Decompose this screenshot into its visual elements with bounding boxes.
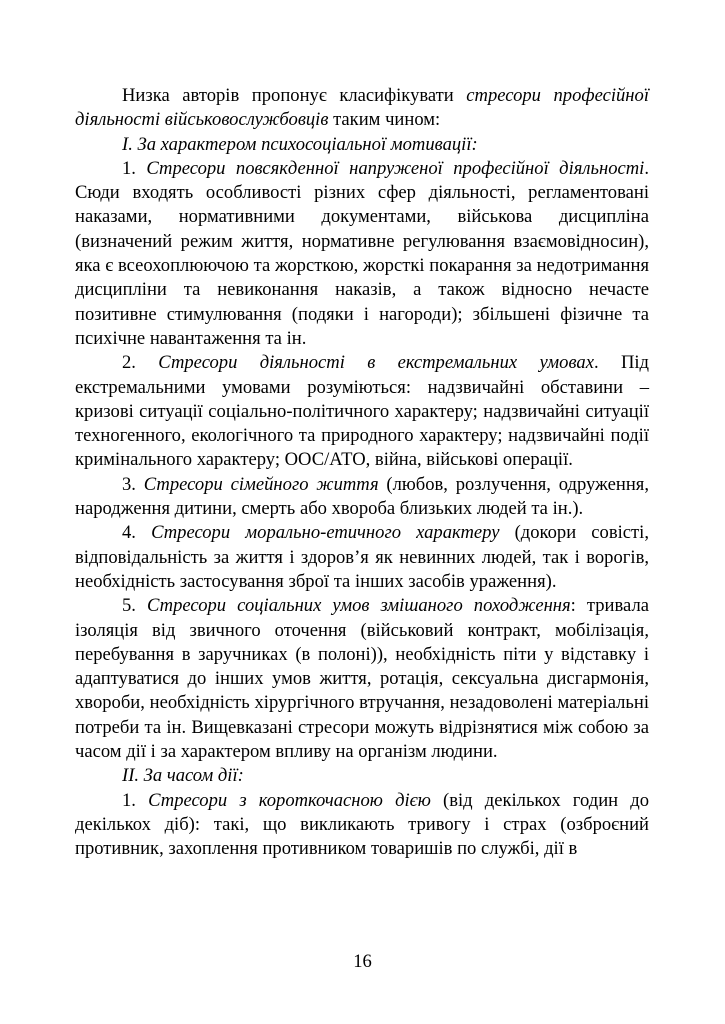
list-item-4: 4. Стресори морально-етичного характеру (докори совісті, відповідальність за життя і здоров’я як невинних людей, так і ворогів, необхідність застосування зброї та інших засобів ураження). [75,522,649,592]
list-item-2: 2. Стресори діяльності в екстремальних умовах. Під екстремальними умовами розуміються: надзвичайні обставини – кризові ситуації соціально-політичного характеру; надзвичайні ситуації техногенного, екологічного та природного характеру; надзвичайні події кримінального характеру; ООС/АТО, війна, військові операції. [75,352,650,471]
section-heading-2: II. За часом дії: [122,765,244,787]
section-heading-1: I. За характером психосоціальної мотивації: [122,133,478,155]
list-item-6: 1. Стресори з короткочасною дією (від декількох годин до декількох діб): такі, що викликають тривогу і страх (озброєний противник, захоплення противником товаришів по службі, дії в [75,789,650,860]
list-item-1: 1. Стресори повсякденної напруженої професійної діяльності. Сюди входять особливості різних сфер діяльності, регламентовані наказами, нормативними документами, військова дисципліна (визначений режим життя, нормативне регулювання взаємовідносин), яка є всеохоплюючою та жорсткою, жорсткі покарання за недотримання дисципліни та невиконання наказів, а також відносно нечасте позитивне стимулювання (подяки і нагороди); збільшені фізичне та психічне навантаження та ін. [75,157,649,349]
list-item-3: 3. Стресори сімейного життя (любов, розлучення, одруження, народження дитини, смерть або хвороба близьких людей та ін.). [75,473,650,520]
page-number: 16 [353,951,372,972]
list-item-5: 5. Стресори соціальних умов змішаного походження: тривала ізоляція від звичного оточення (військовий контракт, мобілізація, перебування в заручниках (в полоні)), необхідність піти у відставку і адаптуватися до інших умов життя, ротація, сексуальна дисгармонія, хвороби, необхідність хірургічного втручання, незадоволені матеріальні потреби та ін. Вищевказані стресори можуть відрізнятися між собою за часом дії і за характером впливу на організм людини. [75,595,649,763]
body-text [75,84,649,862]
paragraph-intro: Низка авторів пропонує класифікувати стресори професійної діяльності військовослужбовців таким чином: [75,85,649,131]
